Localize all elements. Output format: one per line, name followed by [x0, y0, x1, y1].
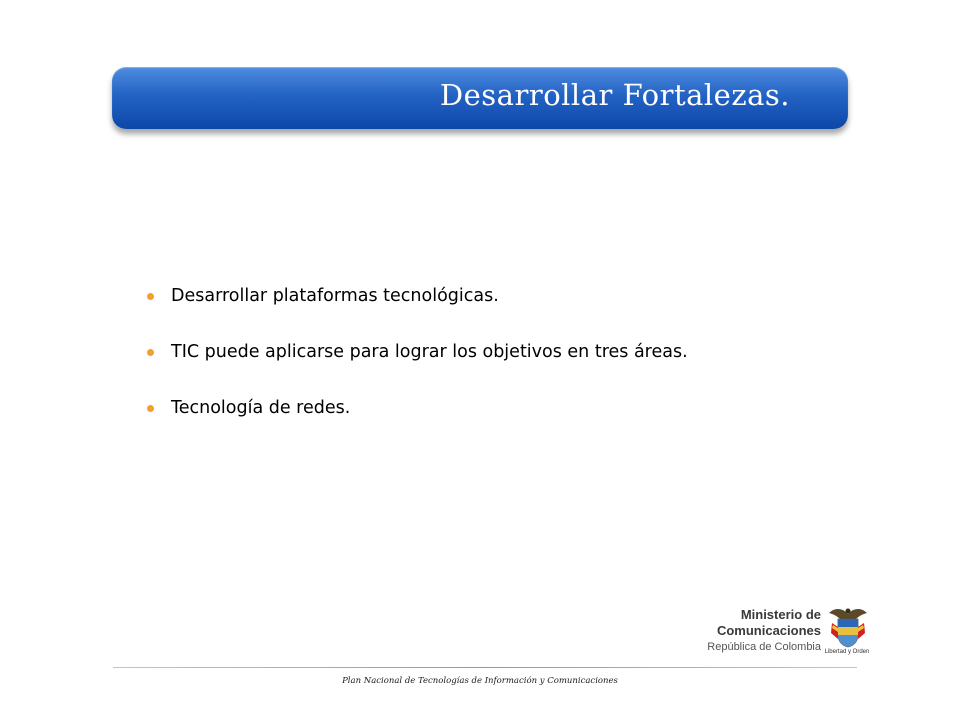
- crest-motto: Libertad y Orden: [824, 649, 870, 655]
- bullet-text: TIC puede aplicarse para lograr los objetivos en tres áreas.: [171, 342, 688, 362]
- bullet-dot-icon: [147, 405, 154, 412]
- bullet-item: [145, 282, 688, 310]
- bullet-item: [145, 338, 688, 366]
- logo-line-republica: República de Colombia: [707, 641, 821, 653]
- bullet-dot-icon: [147, 293, 154, 300]
- logo-line-comunicaciones: Comunicaciones: [716, 623, 821, 638]
- footer-text: Plan Nacional de Tecnologías de Información y Comunicaciones: [342, 676, 618, 686]
- bullet-item: [145, 394, 688, 422]
- ministry-logo: [707, 605, 873, 660]
- bullet-text: Desarrollar plataformas tecnológicas.: [171, 286, 499, 306]
- slide-title: Desarrollar Fortalezas.: [439, 78, 790, 112]
- bullet-list: [145, 282, 688, 450]
- footer-divider: [113, 667, 857, 668]
- bullet-text: Tecnología de redes.: [171, 398, 351, 418]
- logo-line-ministerio: Ministerio de: [740, 607, 821, 622]
- title-bar: [112, 67, 848, 129]
- bullet-dot-icon: [147, 349, 154, 356]
